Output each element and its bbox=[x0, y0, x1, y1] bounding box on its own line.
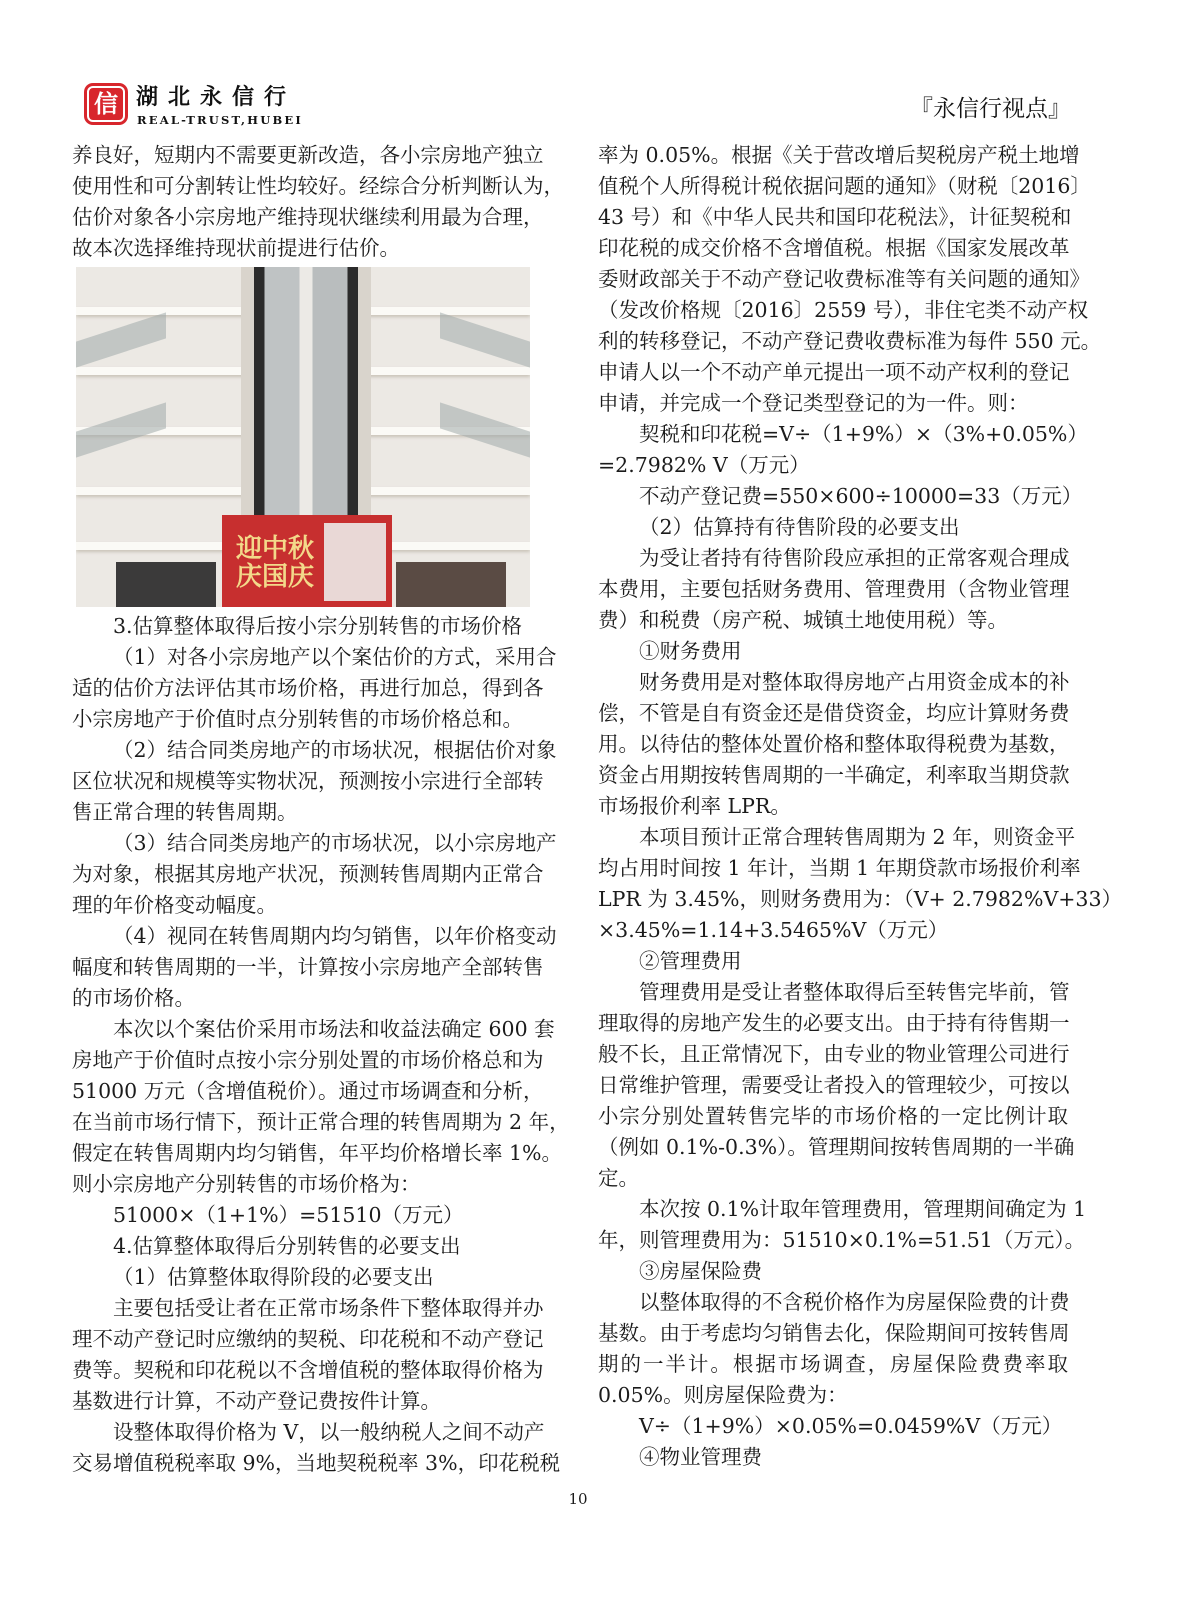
text-line: 用。以待估的整体处置价格和整体取得税费为基数， bbox=[598, 732, 1070, 756]
text-line: 市场报价利率 LPR。 bbox=[598, 794, 791, 818]
left-text-after-photo bbox=[72, 611, 570, 1479]
text-line: 率为 0.05%。根据《关于营改增后契税房产税土地增 bbox=[598, 143, 1080, 167]
left-column bbox=[72, 140, 570, 1479]
text-line: 费）和税费（房产税、城镇土地使用税）等。 bbox=[598, 608, 1008, 632]
section-tag: 『永信行视点』 bbox=[910, 96, 1071, 122]
text-line: 为受让者持有待售阶段应承担的正常客观合理成 bbox=[639, 546, 1070, 570]
paragraph bbox=[598, 481, 1083, 512]
text-line: 小宗房地产于价值时点分别转售的市场价格总和。 bbox=[72, 707, 523, 731]
text-line: （发改价格规〔2016〕2559 号），非住宅类不动产权 bbox=[598, 298, 1089, 322]
text-line: ×3.45%=1.14+3.5465%V（万元） bbox=[598, 918, 949, 942]
text-line: （1）估算整体取得阶段的必要支出 bbox=[113, 1265, 434, 1289]
text-line: =2.7982% V（万元） bbox=[598, 453, 810, 477]
right-column bbox=[598, 140, 1123, 1473]
text-line: LPR 为 3.45%，则财务费用为：（V+ 2.7982%V+33） bbox=[598, 887, 1123, 911]
text-line: 假定在转售周期内均匀销售，年平均价格增长率 1%。 bbox=[72, 1141, 563, 1165]
text-line: （1）对各小宗房地产以个案估价的方式，采用合 bbox=[113, 645, 557, 669]
text-line: 43 号）和《中华人民共和国印花税法》，计征契税和 bbox=[598, 205, 1072, 229]
text-line: 则小宗房地产分别转售的市场价格为： bbox=[72, 1172, 421, 1196]
text-line: 售正常合理的转售周期。 bbox=[72, 800, 298, 824]
text-line: 理不动产登记时应缴纳的契税、印花税和不动产登记 bbox=[72, 1327, 544, 1351]
text-line: 在当前市场行情下，预计正常合理的转售周期为 2 年， bbox=[72, 1110, 570, 1134]
banner-text-line: 迎中秋 bbox=[235, 534, 314, 564]
text-line: 主要包括受让者在正常市场条件下整体取得并办 bbox=[113, 1296, 544, 1320]
paragraph bbox=[598, 1287, 1068, 1411]
banner-text-line: 庆国庆 bbox=[235, 562, 314, 592]
paragraph bbox=[72, 735, 557, 828]
text-line: 利的转移登记，不动产登记费收费标准为每件 550 元。 bbox=[598, 329, 1102, 353]
text-line: 本次以个案估价采用市场法和收益法确定 600 套 bbox=[113, 1017, 555, 1041]
text-line: 使用性和可分割转让性均较好。经综合分析判断认为， bbox=[72, 174, 564, 198]
photo-banner bbox=[222, 515, 392, 607]
text-line: 值税个人所得税计税依据问题的通知》（财税〔2016〕 bbox=[598, 174, 1091, 198]
paragraph bbox=[72, 828, 557, 921]
text-line: 印花税的成交价格不含增值税。根据《国家发展改革 bbox=[598, 236, 1070, 260]
text-line: 日常维护管理，需要受让者投入的管理较少，可按以 bbox=[598, 1073, 1070, 1097]
paragraph bbox=[72, 921, 557, 1014]
text-line: 基数。由于考虑均匀销售去化，保险期间可按转售周 bbox=[598, 1321, 1070, 1345]
right-text bbox=[598, 140, 1123, 1473]
logo-seal-glyph: 信 bbox=[87, 86, 125, 122]
paragraph bbox=[598, 946, 1068, 977]
text-line: 费等。契税和印花税以不含增值税的整体取得价格为 bbox=[72, 1358, 544, 1382]
text-line: 0.05%。则房屋保险费为： bbox=[598, 1383, 848, 1407]
text-line: 3.估算整体取得后按小宗分别转售的市场价格 bbox=[113, 614, 523, 638]
paragraph bbox=[72, 1293, 542, 1417]
brand-name-en: REAL-TRUST,HUBEI bbox=[137, 113, 303, 127]
paragraph bbox=[72, 642, 557, 735]
text-line: 基数进行计算，不动产登记费按件计算。 bbox=[72, 1389, 441, 1413]
paragraph bbox=[598, 512, 1068, 543]
text-line: 年，则管理费用为：51510×0.1%=51.51（万元）。 bbox=[598, 1228, 1086, 1252]
paragraph bbox=[72, 1231, 542, 1262]
paragraph bbox=[598, 822, 1123, 946]
text-line: 委财政部关于不动产登记收费标准等有关问题的通知》 bbox=[598, 267, 1090, 291]
text-line: 设整体取得价格为 V，以一般纳税人之间不动产 bbox=[113, 1420, 545, 1444]
text-line: 本费用，主要包括财务费用、管理费用（含物业管理 bbox=[598, 577, 1070, 601]
paragraph bbox=[598, 977, 1075, 1194]
paragraph bbox=[72, 1262, 542, 1293]
text-line: 养良好，短期内不需要更新改造，各小宗房地产独立 bbox=[72, 143, 544, 167]
paragraph bbox=[598, 1442, 1068, 1473]
text-line: 估价对象各小宗房地产维持现状继续利用最为合理， bbox=[72, 205, 544, 229]
text-line: 4.估算整体取得后分别转售的必要支出 bbox=[113, 1234, 461, 1258]
text-line: 以整体取得的不含税价格作为房屋保险费的计费 bbox=[639, 1290, 1070, 1314]
text-line: ②管理费用 bbox=[639, 949, 742, 973]
text-line: 不动产登记费=550×600÷10000=33（万元） bbox=[639, 484, 1083, 508]
text-line: 本次按 0.1%计取年管理费用，管理期间确定为 1 bbox=[639, 1197, 1087, 1221]
text-line: 均占用时间按 1 年计，当期 1 年期贷款市场报价利率 bbox=[598, 856, 1081, 880]
paragraph bbox=[72, 611, 542, 642]
mall-atrium-photo bbox=[76, 267, 530, 607]
paragraph bbox=[598, 667, 1068, 822]
paragraph bbox=[72, 1014, 570, 1200]
text-line: 管理费用是受让者整体取得后至转售完毕前，管 bbox=[639, 980, 1070, 1004]
text-line: ③房屋保险费 bbox=[639, 1259, 762, 1283]
text-line: 契税和印花税=V÷（1+9%）×（3%+0.05%） bbox=[639, 422, 1088, 446]
paragraph bbox=[72, 1200, 542, 1231]
text-line: （例如 0.1%-0.3%）。管理期间按转售周期的一半确 bbox=[598, 1135, 1075, 1159]
paragraph bbox=[598, 419, 1088, 450]
brand-name-cn: 湖北永信行 bbox=[136, 85, 297, 110]
text-line: 期的一半计。根据市场调查，房屋保险费费率取 bbox=[598, 1352, 1068, 1376]
text-line: 房地产于价值时点按小宗分别处置的市场价格总和为 bbox=[72, 1048, 544, 1072]
company-logo bbox=[84, 83, 128, 125]
paragraph bbox=[72, 140, 564, 264]
text-line: 区位状况和规模等实物状况，预测按小宗进行全部转 bbox=[72, 769, 544, 793]
paragraph bbox=[598, 1194, 1087, 1256]
text-line: 交易增值税税率取 9%，当地契税税率 3%，印花税税 bbox=[72, 1451, 561, 1475]
text-line: 51000×（1+1%）=51510（万元） bbox=[113, 1203, 464, 1227]
paragraph bbox=[598, 140, 1102, 419]
paragraph bbox=[598, 1256, 1068, 1287]
paragraph bbox=[598, 636, 1068, 667]
left-text-before-photo bbox=[72, 140, 564, 264]
text-line: 资金占用期按转售周期的一半确定，利率取当期贷款 bbox=[598, 763, 1070, 787]
text-line: 申请，并完成一个登记类型登记的为一件。则： bbox=[598, 391, 1029, 415]
text-line: 本项目预计正常合理转售周期为 2 年，则资金平 bbox=[639, 825, 1076, 849]
text-line: （2）估算持有待售阶段的必要支出 bbox=[639, 515, 960, 539]
paragraph bbox=[598, 1411, 1068, 1442]
paragraph bbox=[598, 543, 1068, 636]
text-line: ①财务费用 bbox=[639, 639, 742, 663]
text-line: 理的年价格变动幅度。 bbox=[72, 893, 277, 917]
paragraph bbox=[72, 1417, 561, 1479]
text-line: V÷（1+9%）×0.05%=0.0459%V（万元） bbox=[639, 1414, 1063, 1438]
text-line: 适的估价方法评估其市场价格，再进行加总，得到各 bbox=[72, 676, 544, 700]
text-line: 故本次选择维持现状前提进行估价。 bbox=[72, 236, 400, 260]
text-line: 小宗分别处置转售完毕的市场价格的一定比例计取 bbox=[598, 1104, 1068, 1128]
text-line: 申请人以一个不动产单元提出一项不动产权利的登记 bbox=[598, 360, 1070, 384]
text-line: 51000 万元（含增值税价）。通过市场调查和分析， bbox=[72, 1079, 544, 1103]
text-line: （2）结合同类房地产的市场状况，根据估价对象 bbox=[113, 738, 557, 762]
text-line: 定。 bbox=[598, 1166, 639, 1190]
text-line: 幅度和转售周期的一半，计算按小宗房地产全部转售 bbox=[72, 955, 544, 979]
text-line: 为对象，根据其房地产状况，预测转售周期内正常合 bbox=[72, 862, 544, 886]
text-line: 财务费用是对整体取得房地产占用资金成本的补 bbox=[639, 670, 1070, 694]
text-line: （4）视同在转售周期内均匀销售，以年价格变动 bbox=[113, 924, 557, 948]
text-line: 偿，不管是自有资金还是借贷资金，均应计算财务费 bbox=[598, 701, 1070, 725]
text-line: 般不长，且正常情况下，由专业的物业管理公司进行 bbox=[598, 1042, 1070, 1066]
text-line: ④物业管理费 bbox=[639, 1445, 762, 1469]
page-number: 10 bbox=[568, 1490, 588, 1508]
paragraph bbox=[598, 450, 1068, 481]
text-line: （3）结合同类房地产的市场状况，以小宗房地产 bbox=[113, 831, 557, 855]
text-line: 的市场价格。 bbox=[72, 986, 195, 1010]
text-line: 理取得的房地产发生的必要支出。由于持有待售期一 bbox=[598, 1011, 1070, 1035]
